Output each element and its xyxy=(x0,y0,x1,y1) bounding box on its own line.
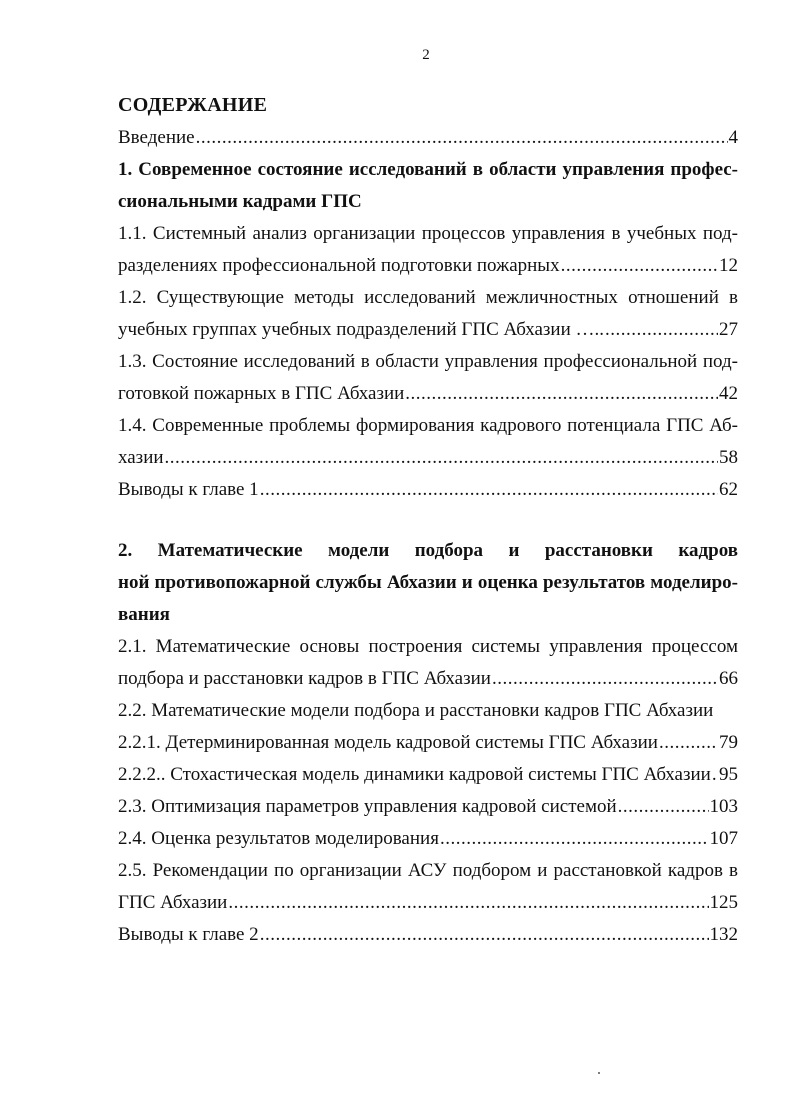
dot-leader xyxy=(260,474,718,506)
dot-leader xyxy=(228,887,708,919)
toc-entry-1-3-line-2 xyxy=(118,378,738,410)
toc-entry-text: хазии xyxy=(118,447,164,468)
toc-entry-page: 66 xyxy=(719,668,738,689)
toc-entry-page: 27 xyxy=(719,319,738,340)
toc-entry-2-1-line-2 xyxy=(118,663,738,695)
dot-leader xyxy=(492,663,718,695)
dot-leader xyxy=(196,122,728,154)
toc-entry-2-2: 2.2. Математические модели подбора и расстановки кадров ГПС Абхазии xyxy=(118,700,714,721)
dot-leader xyxy=(440,823,709,855)
toc-entry-page: 12 xyxy=(719,255,738,276)
dot-leader xyxy=(659,727,718,759)
toc-entry-page: 107 xyxy=(709,828,738,849)
toc-entry-text: Выводы к главе 2 xyxy=(118,924,259,945)
chapter-1-heading-line-1: 1. Современное состояние исследований в области управления профес- xyxy=(118,159,738,180)
dot-leader xyxy=(618,791,709,823)
chapter-2-heading-line-3: вания xyxy=(118,604,170,625)
toc-entry-1-1-line-1: 1.1. Системный анализ организации процессов управления в учебных под- xyxy=(118,223,738,244)
toc-entry-text: Введение xyxy=(118,127,195,148)
toc-entry-2-4 xyxy=(118,823,738,855)
toc-entry-intro xyxy=(118,122,738,154)
toc-entry-page: 79 xyxy=(719,732,738,753)
toc-entry-1-2-line-2 xyxy=(118,314,738,346)
chapter-2-heading-line-2: ной противопожарной службы Абхазии и оценка результатов моделиро- xyxy=(118,572,738,593)
toc-entry-conclusions-1 xyxy=(118,474,738,506)
dot-leader xyxy=(165,442,718,474)
toc-entry-1-2-line-1: 1.2. Существующие методы исследований межличностных отношений в xyxy=(118,287,738,308)
toc-entry-page: 42 xyxy=(719,383,738,404)
toc-entry-conclusions-2 xyxy=(118,919,738,951)
toc-entry-page: 95 xyxy=(719,764,738,785)
toc-title: СОДЕРЖАНИЕ xyxy=(118,94,268,116)
section-gap xyxy=(118,506,738,535)
toc-entry-2-3 xyxy=(118,791,738,823)
toc-entry-2-5-line-2 xyxy=(118,887,738,919)
toc-entry-1-1-line-2 xyxy=(118,250,738,282)
dot-leader xyxy=(605,314,718,346)
toc-entry-1-4-line-1: 1.4. Современные проблемы формирования кадрового потенциала ГПС Аб- xyxy=(118,415,738,436)
toc-entry-text: учебных группах учебных подразделений ГПС Абхазии ….. xyxy=(118,319,604,340)
toc-entry-text: 2.3. Оптимизация параметров управления кадровой системой xyxy=(118,796,617,817)
dot-leader xyxy=(260,919,709,951)
table-of-contents xyxy=(118,88,738,951)
scan-speck xyxy=(598,1072,600,1074)
toc-entry-text: 2.4. Оценка результатов моделирования xyxy=(118,828,439,849)
toc-entry-text: 2.2.2.. Стохастическая модель динамики кадровой системы ГПС Абхазии xyxy=(118,764,711,785)
dot-leader xyxy=(712,759,718,791)
chapter-1-heading-line-2: сиональными кадрами ГПС xyxy=(118,191,362,212)
toc-entry-page: 62 xyxy=(719,479,738,500)
toc-entry-2-5-line-1: 2.5. Рекомендации по организации АСУ подбором и расстановкой кадров в xyxy=(118,860,738,881)
toc-entry-page: 132 xyxy=(709,924,738,945)
page-number: 2 xyxy=(422,47,430,63)
toc-entry-1-4-line-2 xyxy=(118,442,738,474)
toc-entry-page: 4 xyxy=(728,127,738,148)
toc-entry-text: готовкой пожарных в ГПС Абхазии xyxy=(118,383,405,404)
toc-entry-2-2-1 xyxy=(118,727,738,759)
dot-leader xyxy=(405,378,718,410)
toc-entry-2-2-2 xyxy=(118,759,738,791)
toc-entry-text: Выводы к главе 1 xyxy=(118,479,259,500)
chapter-2-heading-line-1: 2. Математические модели подбора и расстановки кадров xyxy=(118,540,738,561)
toc-entry-2-1-line-1: 2.1. Математические основы построения системы управления процессом xyxy=(118,636,738,657)
toc-entry-text: 2.2.1. Детерминированная модель кадровой системы ГПС Абхазии xyxy=(118,732,658,753)
toc-entry-text: подбора и расстановки кадров в ГПС Абхазии xyxy=(118,668,491,689)
toc-entry-text: ГПС Абхазии xyxy=(118,892,228,913)
toc-entry-page: 103 xyxy=(709,796,738,817)
toc-entry-page: 125 xyxy=(709,892,738,913)
toc-entry-text: разделениях профессиональной подготовки пожарных xyxy=(118,255,560,276)
toc-entry-1-3-line-1: 1.3. Состояние исследований в области управления профессиональной под- xyxy=(118,351,738,372)
toc-entry-page: 58 xyxy=(719,447,738,468)
dot-leader xyxy=(561,250,718,282)
